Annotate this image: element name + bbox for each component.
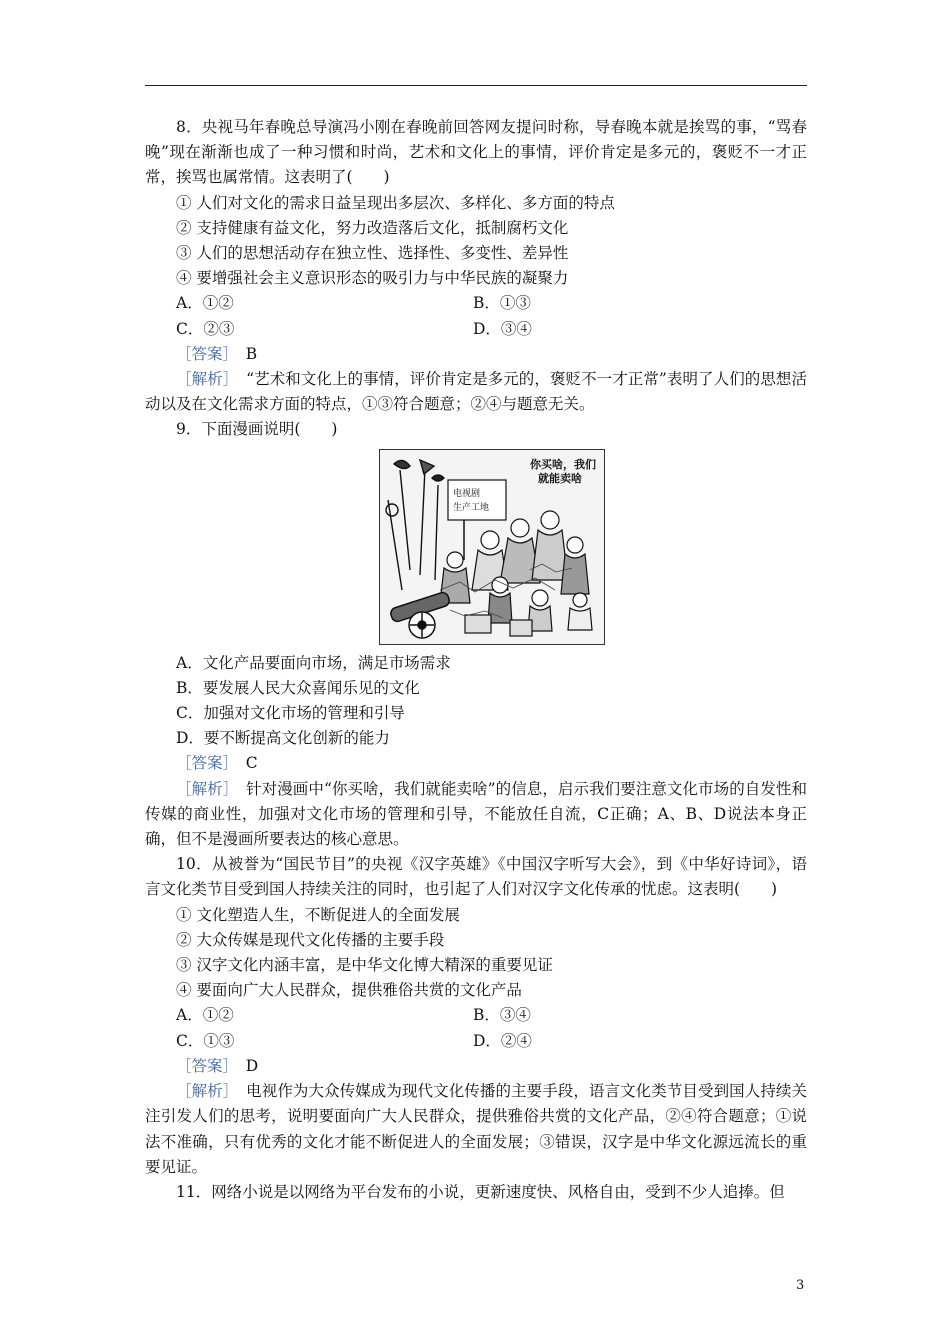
cartoon-drawing xyxy=(380,450,604,644)
q9-option-d: D．要不断提高文化创新的能力 xyxy=(176,729,390,748)
q10-item-3: ③ 汉字文化内涵丰富，是中华文化博大精深的重要见证 xyxy=(176,956,553,975)
answer-tag: ［答案］ xyxy=(176,344,231,363)
cartoon-sign-line-1: 电视剧 xyxy=(453,488,481,499)
q8-option-c: C．②③ xyxy=(176,319,235,338)
q8-stem: 8．央视马年春晚总导演冯小刚在春晚前回答网友提问时称，导春晚本就是挨骂的事，“骂春晚”现在渐渐也成了一种习惯和时尚，艺术和文化上的事情，评价肯定是多元的，褒贬不一才正常，挨骂也属常情。这表明了( ) xyxy=(145,118,807,187)
q10-answer-value: D xyxy=(230,1056,259,1075)
q9-analysis-text: 针对漫画中“你买啥，我们就能卖啥”的信息，启示我们要注意文化市场的自发性和传媒的商业性，加强对文化市场的管理和引导，不能放任自流，C正确；A、B、D说法本身正确，但不是漫画所要表达的核心意思。 xyxy=(145,779,807,849)
q9-cartoon xyxy=(379,449,605,645)
q8-analysis-text: “艺术和文化上的事情，评价肯定是多元的，褒贬不一才正常”表明了人们的思想活动以及在文化需求方面的特点，①③符合题意；②④与题意无关。 xyxy=(145,370,807,414)
answer-tag: ［答案］ xyxy=(176,754,231,773)
cartoon-caption-line-1: 你买啥，我们 xyxy=(530,457,596,471)
q8-analysis xyxy=(145,367,807,417)
q8-options-row-1 xyxy=(145,291,807,316)
q8-answer-value: B xyxy=(230,344,258,363)
q8-item-4: ④ 要增强社会主义意识形态的吸引力与中华民族的凝聚力 xyxy=(176,269,569,288)
q8-item-3: ③ 人们的思想活动存在独立性、选择性、多变性、差异性 xyxy=(176,244,569,263)
q8-item-1: ① 人们对文化的需求日益呈现出多层次、多样化、多方面的特点 xyxy=(176,193,615,212)
q8-option-d: D．③④ xyxy=(473,319,532,338)
q10-answer xyxy=(145,1054,807,1079)
q10-option-b: B．③④ xyxy=(473,1006,531,1025)
q8-options-row-2 xyxy=(145,317,807,342)
q9-answer-value: C xyxy=(230,754,258,773)
q9-answer xyxy=(145,751,807,776)
q8-option-a: A．①② xyxy=(176,294,234,313)
header-rule xyxy=(145,85,807,86)
q9-option-c: C．加强对文化市场的管理和引导 xyxy=(176,704,405,723)
q11-stem: 11．网络小说是以网络为平台发布的小说，更新速度快、风格自由，受到不少人追捧。但 xyxy=(176,1182,785,1201)
document-body xyxy=(145,115,807,1205)
analysis-tag: ［解析］ xyxy=(176,779,231,798)
analysis-tag: ［解析］ xyxy=(176,1082,231,1101)
q10-item-2: ② 大众传媒是现代文化传播的主要手段 xyxy=(176,930,445,949)
analysis-tag: ［解析］ xyxy=(176,370,231,389)
page-number: 3 xyxy=(796,1278,805,1293)
q10-options-row-1 xyxy=(145,1003,807,1028)
q8-item-2: ② 支持健康有益文化，努力改造落后文化，抵制腐朽文化 xyxy=(176,218,569,237)
q10-option-a: A．①② xyxy=(176,1006,234,1025)
q10-options-row-2 xyxy=(145,1029,807,1054)
q9-option-b: B．要发展人民大众喜闻乐见的文化 xyxy=(176,678,420,697)
q9-option-a: A．文化产品要面向市场，满足市场需求 xyxy=(176,653,451,672)
q9-analysis xyxy=(145,777,807,853)
q10-stem: 10．从被誉为“国民节目”的央视《汉字英雄》《中国汉字听写大会》，到《中华好诗词》，语言文化类节目受到国人持续关注的同时，也引起了人们对汉字文化传承的忧虑。这表明( ) xyxy=(145,855,807,899)
q10-analysis-text: 电视作为大众传媒成为现代文化传播的主要手段，语言文化类节目受到国人持续关注引发人们的思考，说明要面向广大人民群众，提供雅俗共赏的文化产品，②④符合题意；①说法不准确，只有优秀的文化才能不断促进人的全面发展；③错误，汉字是中华文化源远流长的重要见证。 xyxy=(145,1082,807,1176)
q10-option-c: C．①③ xyxy=(176,1031,235,1050)
answer-tag: ［答案］ xyxy=(176,1056,231,1075)
cartoon-sign-line-2: 生产工地 xyxy=(453,502,490,513)
q8-option-b: B．①③ xyxy=(473,294,531,313)
cartoon-caption-line-2: 就能卖啥 xyxy=(538,471,582,485)
q10-option-d: D．②④ xyxy=(473,1031,532,1050)
q10-analysis xyxy=(145,1079,807,1180)
q8-answer xyxy=(145,342,807,367)
q9-stem: 9．下面漫画说明( ) xyxy=(176,420,338,439)
q10-item-4: ④ 要面向广大人民群众，提供雅俗共赏的文化产品 xyxy=(176,981,522,1000)
q10-item-1: ① 文化塑造人生，不断促进人的全面发展 xyxy=(176,905,460,924)
